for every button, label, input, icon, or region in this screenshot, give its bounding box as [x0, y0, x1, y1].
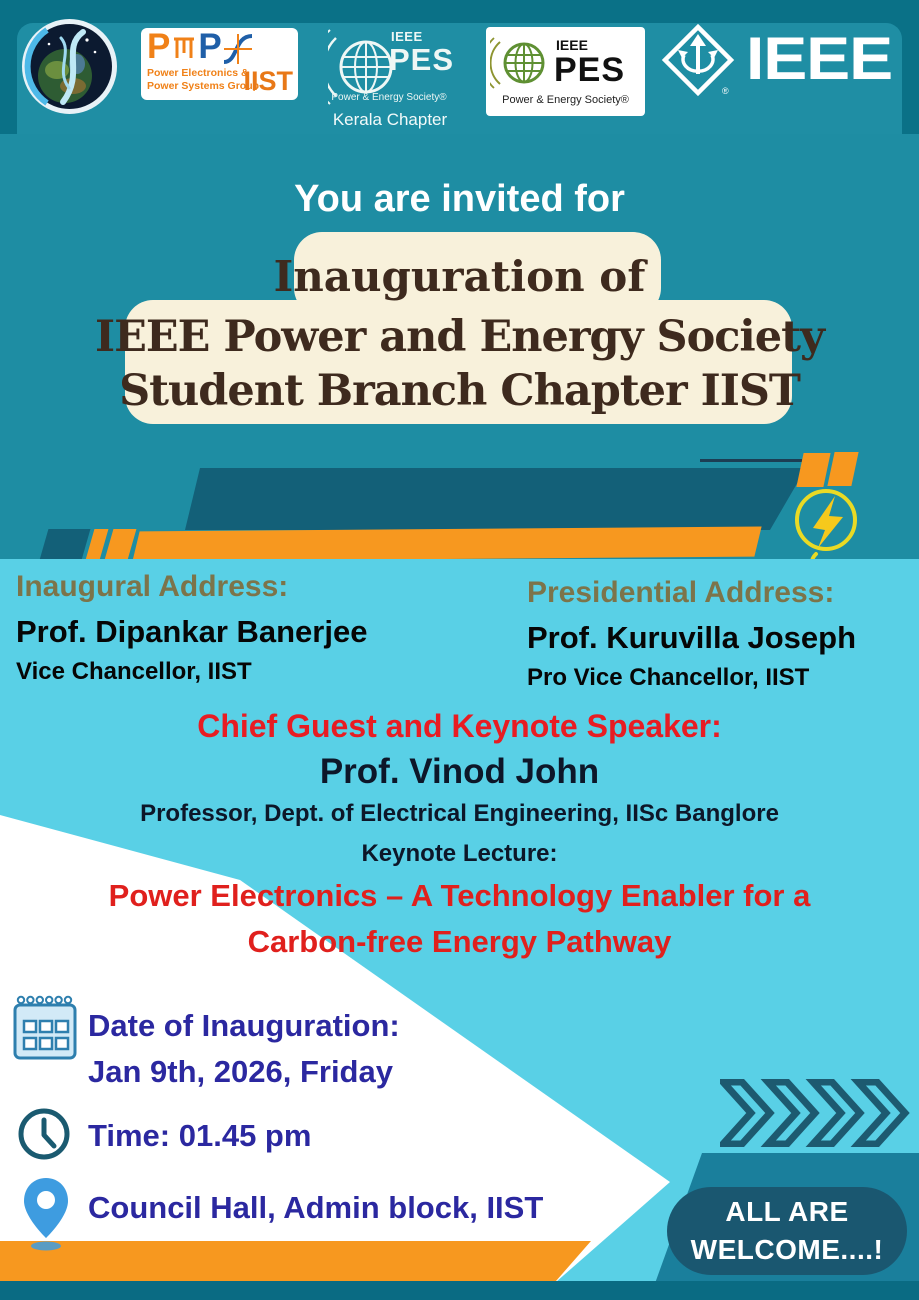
calendar-icon — [13, 994, 77, 1064]
ieee-wordmark: IEEE — [746, 25, 893, 92]
ieee-pes-logo — [486, 27, 645, 116]
chief-guest-heading: Chief Guest and Keynote Speaker: — [197, 708, 722, 744]
decorative-dark-small — [40, 529, 91, 560]
inaugural-speaker-name: Prof. Dipankar Banerjee — [16, 614, 368, 649]
chief-guest-name: Prof. Vinod John — [319, 752, 600, 791]
decorative-orange-bar — [132, 527, 761, 562]
welcome-line-1: ALL ARE — [725, 1196, 849, 1227]
keynote-lecture-label: Keynote Lecture: — [361, 840, 558, 867]
pes-tagline: Power & Energy Society® — [502, 94, 629, 106]
peps-bridge-icon — [171, 34, 197, 68]
kerala-chapter-text: Kerala Chapter — [332, 110, 448, 129]
date-label: Date of Inauguration: — [88, 1008, 400, 1043]
bottom-teal-strip — [0, 1281, 919, 1300]
svg-text:®: ® — [722, 86, 729, 96]
peps-letter-p2: P — [198, 28, 222, 66]
peps-letter-p1: P — [147, 28, 171, 66]
welcome-line-2: WELCOME....! — [690, 1234, 884, 1265]
ieee-logo — [660, 22, 910, 102]
kerala-ieee-text: IEEE — [391, 29, 423, 44]
keynote-title-line-1: Power Electronics – A Technology Enabler for a — [108, 878, 811, 913]
iist-emblem-logo — [21, 18, 118, 115]
iist-emblem-icon — [21, 18, 118, 115]
title-line-2: IEEE Power and Energy Society — [95, 312, 824, 362]
welcome-badge — [667, 1187, 907, 1275]
presidential-address-heading: Presidential Address: — [527, 576, 835, 609]
peps-curve-icon — [222, 31, 254, 67]
inaugural-speaker-role: Vice Chancellor, IIST — [16, 658, 252, 685]
peps-logo — [141, 28, 298, 100]
pes-ieee-text: IEEE — [556, 37, 588, 53]
location-pin-icon — [22, 1176, 70, 1252]
decorative-line — [700, 459, 802, 462]
venue-value: Council Hall, Admin block, IIST — [88, 1190, 544, 1225]
presidential-speaker-name: Prof. Kuruvilla Joseph — [527, 620, 857, 655]
time-value: Time: 01.45 pm — [88, 1118, 312, 1153]
kerala-tagline: Power & Energy Society® — [331, 92, 447, 103]
presidential-speaker-role: Pro Vice Chancellor, IIST — [527, 664, 810, 691]
pes-pes-text: PES — [554, 51, 626, 89]
peps-logo-row — [147, 28, 254, 68]
ieee-pes-kerala-logo — [328, 16, 455, 116]
title-line-3: Student Branch Chapter IIST — [119, 366, 800, 416]
decorative-orange-square-2 — [827, 452, 858, 486]
peps-tagline-2: Power Systems Group — [147, 80, 260, 92]
keynote-title-line-2: Carbon-free Energy Pathway — [247, 924, 672, 959]
clock-icon — [16, 1106, 72, 1162]
decorative-orange-square-1 — [796, 453, 830, 487]
peps-iist-text: IIST — [243, 66, 293, 96]
invite-text: You are invited for — [294, 178, 625, 220]
title-line-1: Inauguration of — [273, 252, 646, 301]
kerala-pes-text: PES — [389, 42, 455, 77]
decorative-dark-parallelogram — [185, 468, 806, 530]
peps-tagline-1: Power Electronics & — [147, 67, 249, 79]
pes-globe-green-icon — [490, 30, 554, 92]
ieee-diamond-icon — [660, 22, 736, 98]
date-value: Jan 9th, 2026, Friday — [88, 1054, 393, 1089]
decorative-orange-small-2 — [105, 529, 137, 560]
chief-guest-role: Professor, Dept. of Electrical Engineering, IISc Banglore — [140, 800, 779, 827]
inaugural-address-heading: Inaugural Address: — [16, 570, 289, 603]
chevron-arrows-icon — [720, 1079, 910, 1147]
